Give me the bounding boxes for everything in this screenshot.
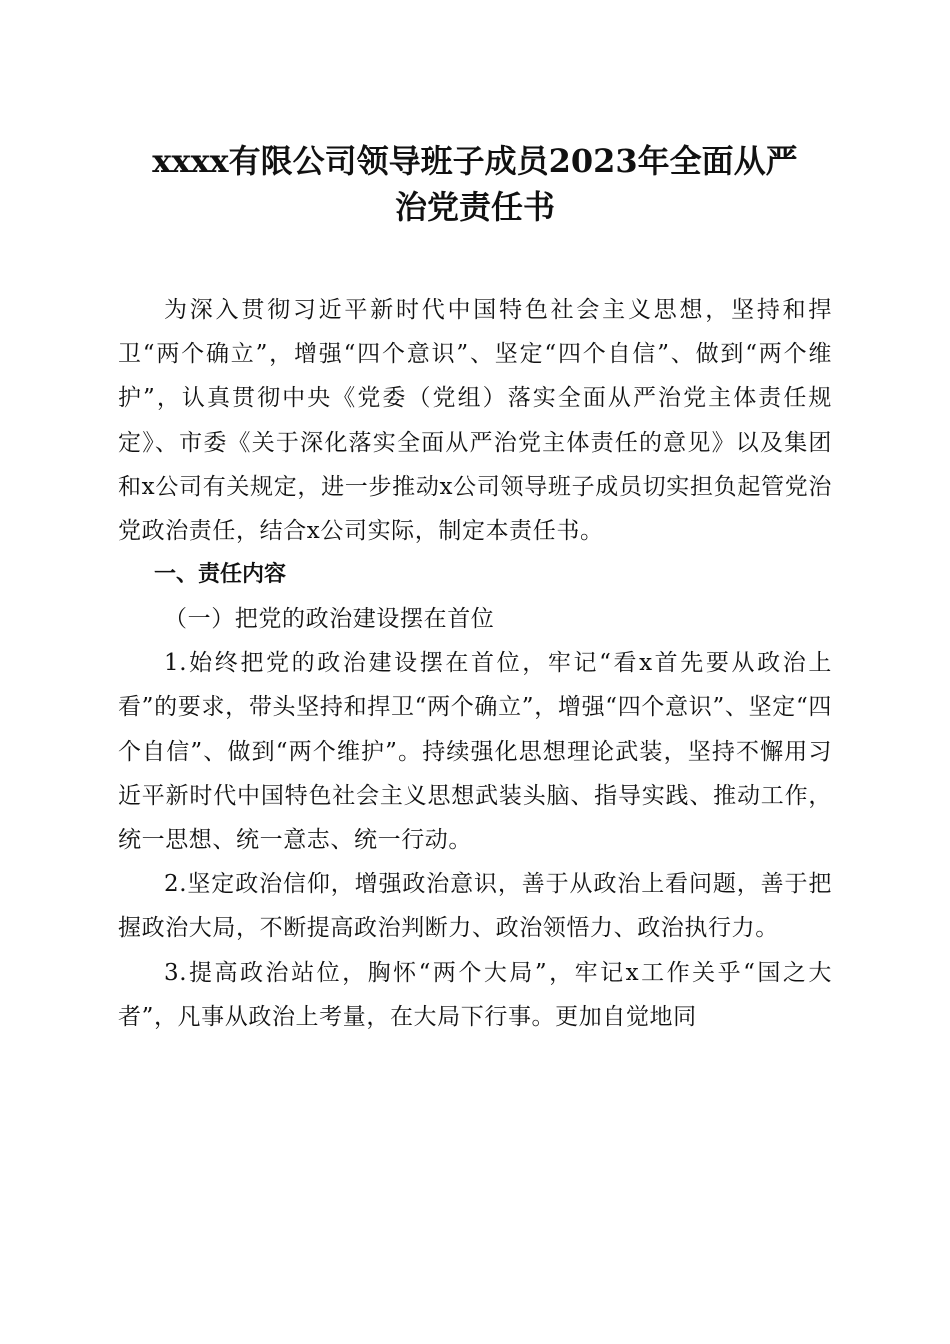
document-title [118,138,832,230]
intro-paragraph: 为深入贯彻习近平新时代中国特色社会主义思想，坚持和捍卫“两个确立”，增强“四个意识”、坚定“四个自信”、做到“两个维护”，认真贯彻中央《党委（党组）落实全面从严治党主体责任规定》、市委《关于深化落实全面从严治党主体责任的意见》以及集团和x公司有关规定，进一步推动x公司领导班子成员切实担负起管党治党政治责任，结合x公司实际，制定本责任书。 [118,297,832,545]
section-heading-responsibility: 一、责任内容 [154,562,287,588]
title-line-2: 治党责任书 [394,188,555,226]
title-line-1: xxxx有限公司领导班子成员2023年全面从严 [152,142,798,180]
document-body [118,288,832,1039]
list-item-1: 1.始终把党的政治建设摆在首位，牢记“看x首先要从政治上看”的要求，带头坚持和捍卫“两个确立”，增强“四个意识”、坚定“四个自信”、做到“两个维护”。持续强化思想理论武装，坚持不懈用习近平新时代中国特色社会主义思想武装头脑、指导实践、推动工作，统一思想、统一意志、统一行动。 [118,650,832,854]
list-item-3: 3.提高政治站位，胸怀“两个大局”，牢记x工作关乎“国之大者”，凡事从政治上考量，在大局下行事。更加自觉地同 [118,959,832,1030]
list-item-2: 2.坚定政治信仰，增强政治意识，善于从政治上看问题，善于把握政治大局，不断提高政治判断力、政治领悟力、政治执行力。 [118,871,832,942]
subsection-heading-political-construction: （一）把党的政治建设摆在首位 [164,606,495,633]
